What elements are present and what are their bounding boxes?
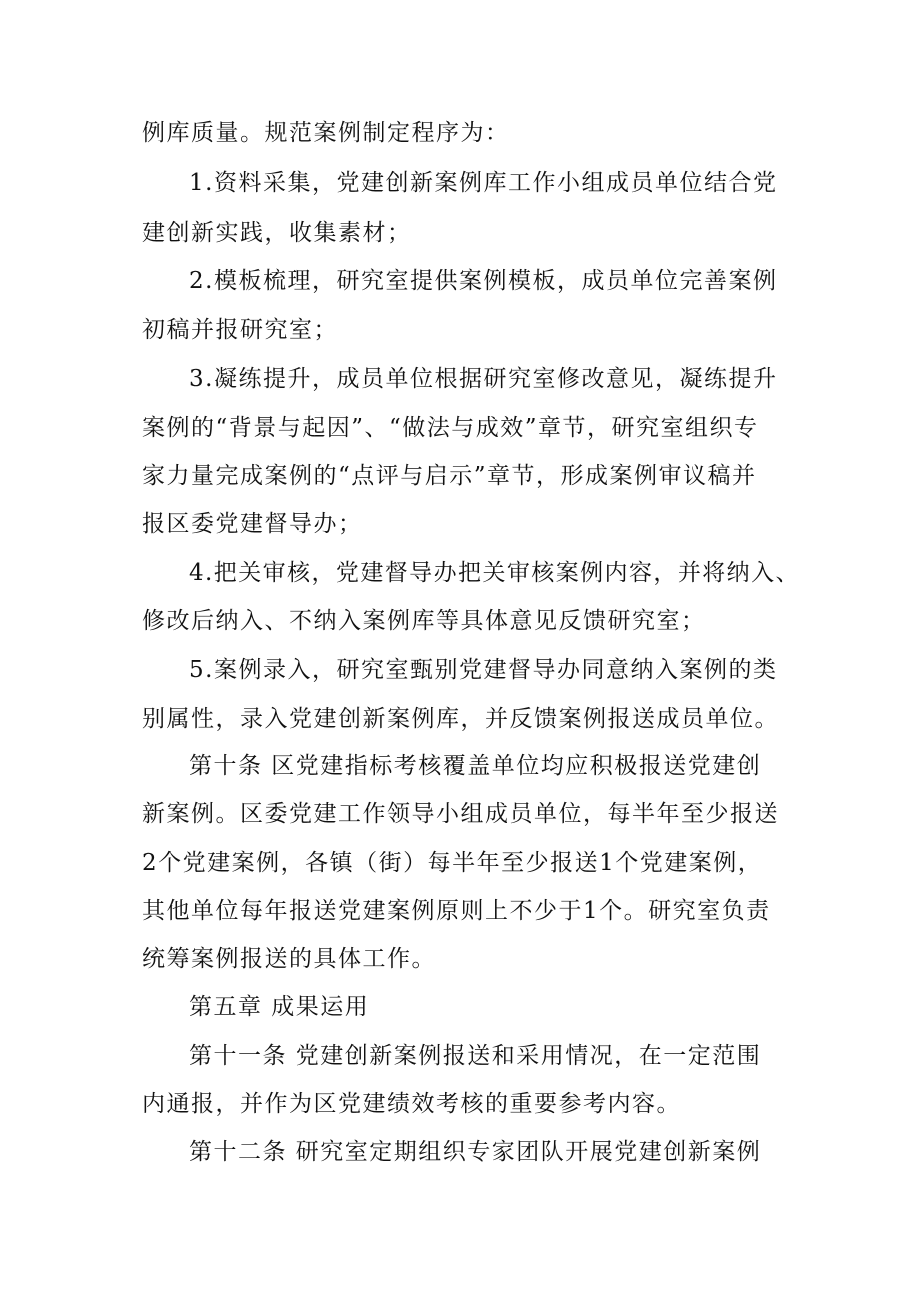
list-item-1-line-2: 建创新实践，收集素材； (142, 220, 412, 246)
list-item-3-line-2: 案例的“背景与起因”、“做法与成效”章节，研究室组织专 (142, 415, 759, 441)
list-item-2-line-1: 2.模板梳理，研究室提供案例模板，成员单位完善案例 (189, 268, 778, 294)
article-11-line-2: 内通报，并作为区党建绩效考核的重要参考内容。 (142, 1091, 681, 1117)
chapter-5-heading: 第五章 成果运用 (189, 994, 370, 1020)
list-item-3-line-1: 3.凝练提升，成员单位根据研究室修改意见，凝练提升 (189, 366, 778, 392)
article-11-line-1: 第十一条 党建创新案例报送和采用情况，在一定范围 (189, 1043, 762, 1069)
article-10-line-3: 2个党建案例，各镇（街）每半年至少报送1个党建案例， (142, 850, 763, 876)
list-item-3-line-4: 报区委党建督导办； (142, 511, 363, 537)
article-10-line-5: 统筹案例报送的具体工作。 (142, 946, 436, 972)
list-item-2-line-2: 初稿并报研究室； (142, 317, 338, 343)
list-item-4-line-2: 修改后纳入、不纳入案例库等具体意见反馈研究室； (142, 608, 706, 634)
list-item-5-line-1: 5.案例录入，研究室甄别党建督导办同意纳入案例的类 (189, 657, 778, 683)
list-item-3-line-3: 家力量完成案例的“点评与启示”章节，形成案例审议稿并 (142, 463, 757, 489)
article-10-line-4: 其他单位每年报送党建案例原则上不少于1个。研究室负责 (142, 898, 771, 924)
article-10-line-2: 新案例。区委党建工作领导小组成员单位，每半年至少报送 (142, 801, 779, 827)
list-item-1-line-1: 1.资料采集，党建创新案例库工作小组成员单位结合党 (189, 170, 778, 196)
article-12-line-1: 第十二条 研究室定期组织专家团队开展党建创新案例 (189, 1139, 762, 1165)
list-item-4-line-1: 4.把关审核，党建督导办把关审核案例内容，并将纳入、 (189, 560, 800, 586)
article-10-line-1: 第十条 区党建指标考核覆盖单位均应积极报送党建创 (189, 753, 762, 779)
text-line: 例库质量。规范案例制定程序为： (142, 120, 510, 146)
list-item-5-line-2: 别属性，录入党建创新案例库，并反馈案例报送成员单位。 (142, 706, 779, 732)
